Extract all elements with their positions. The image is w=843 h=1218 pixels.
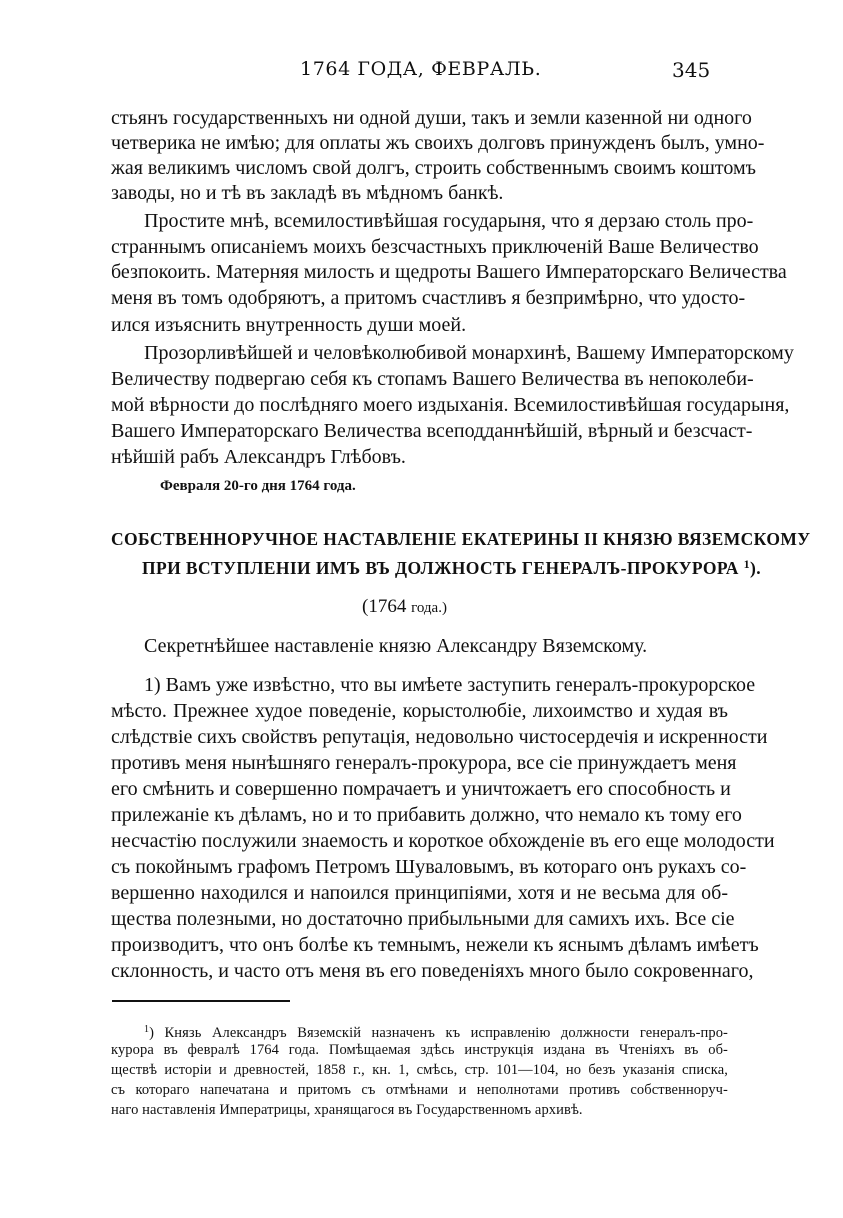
letter-line: безпокоить. Матерняя милость и щедроты Вашего Императорскаго Величества bbox=[111, 261, 787, 283]
letter-line: жая великимъ числомъ свой долгъ, строить собственнымъ своимъ коштомъ bbox=[111, 157, 756, 179]
instruction-line: вершенно находился и напоился принципіями, хотя и не весьма для об- bbox=[111, 882, 728, 904]
letter-date: Февраля 20-го дня 1764 года. bbox=[160, 478, 356, 494]
instruction-line: противъ меня нынѣшняго генералъ-прокурора, все сіе принуждаетъ меня bbox=[111, 752, 737, 774]
document-title-line-1: СОБСТВЕННОРУЧНОЕ НАСТАВЛЕНІЕ ЕКАТЕРИНЫ II КНЯЗЮ ВЯЗЕМСКОМУ bbox=[111, 529, 811, 549]
year-open: ( bbox=[362, 596, 369, 617]
page-number: 345 bbox=[672, 58, 711, 82]
footnote-line: ществѣ исторіи и древностей, 1858 г., кн. 1, смѣсь, стр. 101—104, но безъ указанія списка, bbox=[111, 1062, 728, 1078]
letter-line: стьянъ государственныхъ ни одной души, такъ и земли казенной ни одного bbox=[111, 107, 752, 129]
footnote-line: курора въ февралѣ 1764 года. Помѣщаемая здѣсь инструкція издана въ Чтеніяхъ въ об- bbox=[111, 1042, 728, 1058]
letter-line: Вашего Императорскаго Величества всеподданнѣйшій, вѣрный и безсчаст- bbox=[111, 420, 753, 442]
footnote-reference: 1 bbox=[743, 557, 750, 571]
letter-line: меня въ томъ одобряютъ, а притомъ счастливъ я безпримѣрно, что удосто- bbox=[111, 287, 746, 309]
instruction-line: его смѣнить и совершенно помрачаетъ и уничтожаетъ его способность и bbox=[111, 778, 731, 800]
instruction-line: производитъ, что онъ болѣе къ темнымъ, нежели къ яснымъ дѣламъ имѣетъ bbox=[111, 934, 759, 956]
document-year bbox=[362, 595, 447, 620]
year-word: года.) bbox=[411, 600, 447, 616]
year-number: 1764 bbox=[368, 596, 407, 617]
footnote-text: Князь Александръ Вяземскій назначенъ къ исправленію должности генералъ-про- bbox=[164, 1025, 728, 1041]
letter-line: ился изъяснить внутренность души моей. bbox=[111, 314, 467, 336]
letter-line: страннымъ описаніемъ моихъ безсчастныхъ приключеній Ваше Величество bbox=[111, 236, 759, 258]
instruction-line: склонность, и часто отъ меня въ его поведеніяхъ много было сокровеннаго, bbox=[111, 960, 754, 982]
footnote-line: съ котораго напечатана и притомъ съ отмѣнами и неполнотами противъ собственноруч- bbox=[111, 1082, 728, 1098]
instruction-line: съ покойнымъ графомъ Петромъ Шуваловымъ, въ котораго онъ рукахъ со- bbox=[111, 856, 747, 878]
instruction-line: несчастію послужили знаемость и короткое обхожденіе въ его еще молодости bbox=[111, 830, 775, 852]
letter-line: четверика не имѣю; для оплаты жъ своихъ долговъ принужденъ былъ, умно- bbox=[111, 132, 765, 154]
instruction-line: мѣсто. Прежнее худое поведеніе, корыстолюбіе, лихоимство и худая въ bbox=[111, 700, 728, 722]
title-end: ). bbox=[749, 558, 761, 578]
instruction-line: слѣдствіе сихъ свойствъ репутація, недовольно чистосердечія и искренности bbox=[111, 726, 768, 748]
letter-line: заводы, но и тѣ въ закладѣ въ мѣдномъ банкѣ. bbox=[111, 182, 504, 204]
instruction-line: прилежаніе къ дѣламъ, но и то прибавить должно, что немало къ тому его bbox=[111, 804, 742, 826]
letter-line: мой вѣрности до послѣдняго моего издыханія. Всемилостивѣйшая государыня, bbox=[111, 394, 790, 416]
document-subtitle: Секретнѣйшее наставленіе князю Александру Вяземскому. bbox=[144, 635, 648, 657]
instruction-line: щества полезными, но достаточно прибыльными для самихъ ихъ. Все сіе bbox=[111, 908, 735, 930]
letter-line: Прозорливѣйшей и человѣколюбивой монархинѣ, Вашему Императорскому bbox=[144, 342, 794, 364]
instruction-line: 1) Вамъ уже извѣстно, что вы имѣете заступить генералъ-прокурорское bbox=[144, 674, 756, 696]
page-header bbox=[0, 58, 843, 88]
letter-line: Простите мнѣ, всемилостивѣйшая государыня, что я дерзаю столь про- bbox=[144, 210, 754, 232]
letter-line: нѣйшій рабъ Александръ Глѣбовъ. bbox=[111, 446, 406, 468]
document-title-line-2 bbox=[142, 552, 761, 580]
document-title-text: ПРИ ВСТУПЛЕНІИ ИМЪ ВЪ ДОЛЖНОСТЬ ГЕНЕРАЛЪ-ПРОКУРОРА bbox=[142, 558, 739, 578]
footnote-mark: 1 bbox=[144, 1024, 150, 1035]
letter-line: Величеству подвергаю себя къ стопамъ Вашего Величества въ непоколеби- bbox=[111, 368, 754, 390]
footnote-line: $^1$) Князь Александръ Вяземскій назначенъ къ исправленію должности генералъ-про- bbox=[144, 1024, 728, 1041]
running-head: 1764 ГОДА, ФЕВРАЛЬ. bbox=[300, 58, 542, 80]
footnote-divider bbox=[112, 1000, 290, 1002]
footnote-line: наго наставленія Императрицы, хранящагося въ Государственномъ архивѣ. bbox=[111, 1102, 583, 1118]
